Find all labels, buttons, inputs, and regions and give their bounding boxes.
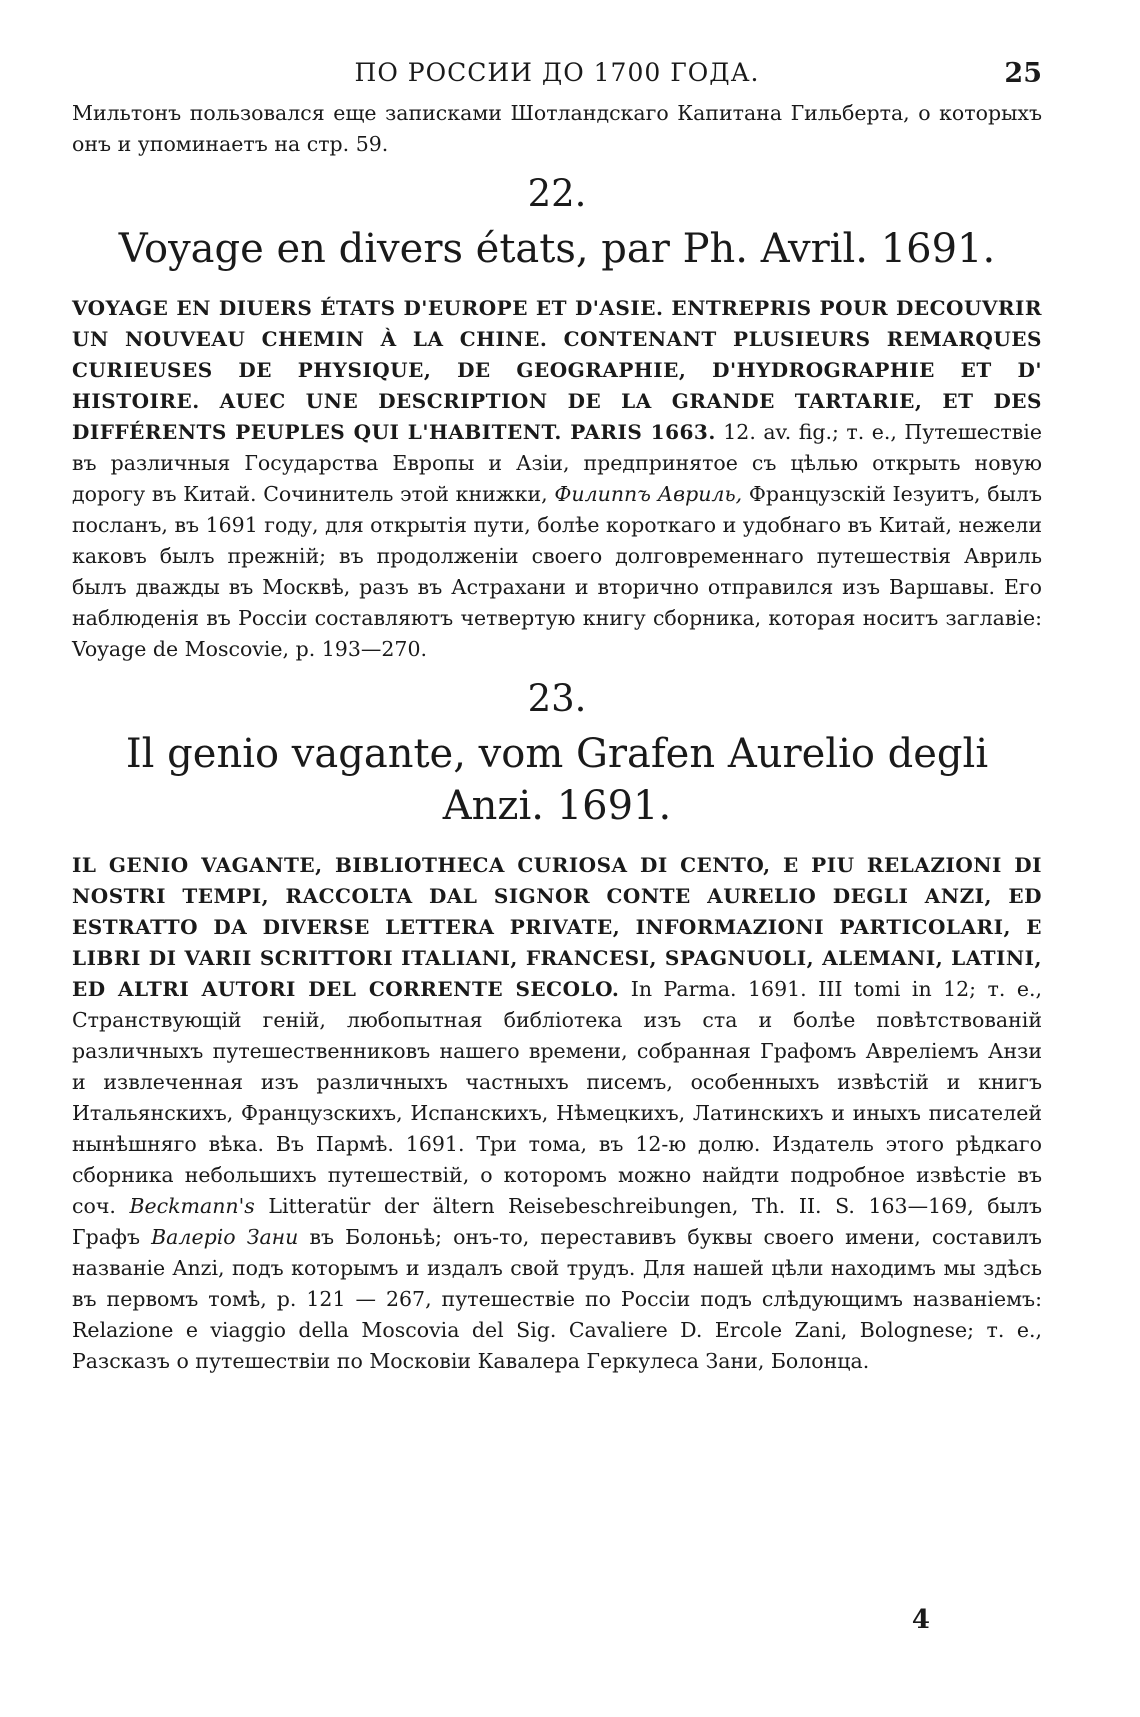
entry-22-body: [72, 293, 1042, 665]
page-number: 25: [1004, 58, 1042, 89]
entry-23-title-line2: Anzi. 1691.: [442, 783, 672, 829]
entry-22-title: Voyage en divers états, par Ph. Avril. 1691.: [118, 226, 996, 272]
entry-22-number: 22.: [527, 172, 587, 215]
entry-23-title-line1: Il genio vagante, vom Grafen Aurelio degli: [125, 731, 989, 777]
entry-23-title: [72, 728, 1042, 832]
entry-23-body: [72, 850, 1042, 1377]
entry-23-text-b: Litteratür der ältern Reisebeschreibungen, Th. II. S. 163—169, былъ Графъ: [72, 1194, 1042, 1249]
entry-23-zani: Валеріо Зани: [151, 1225, 299, 1249]
running-title: ПО РОССИИ ДО 1700 ГОДА.: [354, 58, 760, 87]
intro-paragraph: Мильтонъ пользовался еще записками Шотландскаго Капитана Гильберта, о которыхъ онъ и упоминаетъ на стр. 59.: [72, 101, 1042, 156]
entry-22-text-b: Французскій Іезуитъ, былъ посланъ, въ 1691 году, для открытія пути, болѣе короткаго и удобнаго въ Китай, нежели каковъ былъ прежній; въ продолженіи своего долговременнаго путешествія Авриль былъ дважды въ Москвѣ, разъ въ Астрахани и вторично отправился изъ Варшавы. Его наблюденія въ Россіи составляютъ четвертую книгу сборника, которая носитъ заглавіе: Voyage de Moscovie, p. 193—270.: [72, 482, 1042, 661]
entry-23-number: 23.: [527, 677, 587, 720]
entry-23-text-a: In Parma. 1691. III tomi in 12; т. е., Странствующій геній, любопытная библіотека изъ ста и болѣе повѣтствованій различныхъ путешественниковъ нашего времени, собранная Графомъ Авреліемъ Анзи и извлеченная изъ различныхъ частныхъ писемъ, особенныхъ извѣстій и книгъ Итальянскихъ, Французскихъ, Испанскихъ, Нѣмецкихъ, Латинскихъ и иныхъ писателей нынѣшняго вѣка. Въ Пармѣ. 1691. Три тома, въ 12-ю долю. Издатель этого рѣдкаго сборника небольшихъ путешествій, о которомъ можно найдти подробное извѣстіе въ соч.: [72, 977, 1042, 1218]
entry-22-caps-title: VOYAGE EN DIUERS ÉTATS D'EUROPE ET D'ASIE. ENTREPRIS POUR DECOUVRIR UN NOUVEAU CHEMIN À LA CHINE. CONTENANT PLUSIEURS REMARQUES CURIEUSES DE PHYSIQUE, DE GEOGRAPHIE, D'HYDROGRAPHIE ET D' HISTOIRE. AUEC UNE DESCRIPTION DE LA GRANDE TARTARIE, ET DES DIFFÉRENTS PEUPLES QUI L'HABITENT. PARIS 1663.: [72, 296, 1042, 444]
page: [72, 58, 1042, 1377]
entry-22-text-a: 12. av. fig.; т. е., Путешествіе въ различныя Государства Европы и Азіи, предпринятое съ цѣлью открыть новую дорогу въ Китай. Сочинитель этой книжки,: [72, 420, 1042, 506]
entry-23-caps-title: IL GENIO VAGANTE, BIBLIOTHECA CURIOSA DI CENTO, E PIU RELAZIONI DI NOSTRI TEMPI, RACCOLTA DAL SIGNOR CONTE AURELIO DEGLI ANZI, ED ESTRATTO DA DIVERSE LETTERA PRIVATE, INFORMAZIONI PARTICOLARI, E LIBRI DI VARII SCRITTORI ITALIANI, FRANCESI, SPAGNUOLI, ALEMANI, LATINI, ED ALTRI AUTORI DEL CORRENTE SECOLO.: [72, 853, 1042, 1001]
signature-mark: 4: [911, 1605, 930, 1635]
running-head: [72, 58, 1042, 98]
entry-22-author: Филиппъ Авриль,: [554, 482, 743, 506]
entry-23-beckmann: Beckmann's: [129, 1194, 255, 1218]
entry-23-text-c: въ Болоньѣ; онъ-то, переставивъ буквы своего имени, составилъ названіе Anzi, подъ которымъ и издалъ свой трудъ. Для нашей цѣли находимъ мы здѣсь въ первомъ томѣ, p. 121 — 267, путешествіе по Россіи подъ слѣдующимъ названіемъ: Relazione e viaggio della Moscovia del Sig. Cavaliere D. Ercole Zani, Bolognese; т. е., Разсказъ о путешествіи по Московіи Кавалера Геркулеса Зани, Болонца.: [72, 1225, 1042, 1373]
